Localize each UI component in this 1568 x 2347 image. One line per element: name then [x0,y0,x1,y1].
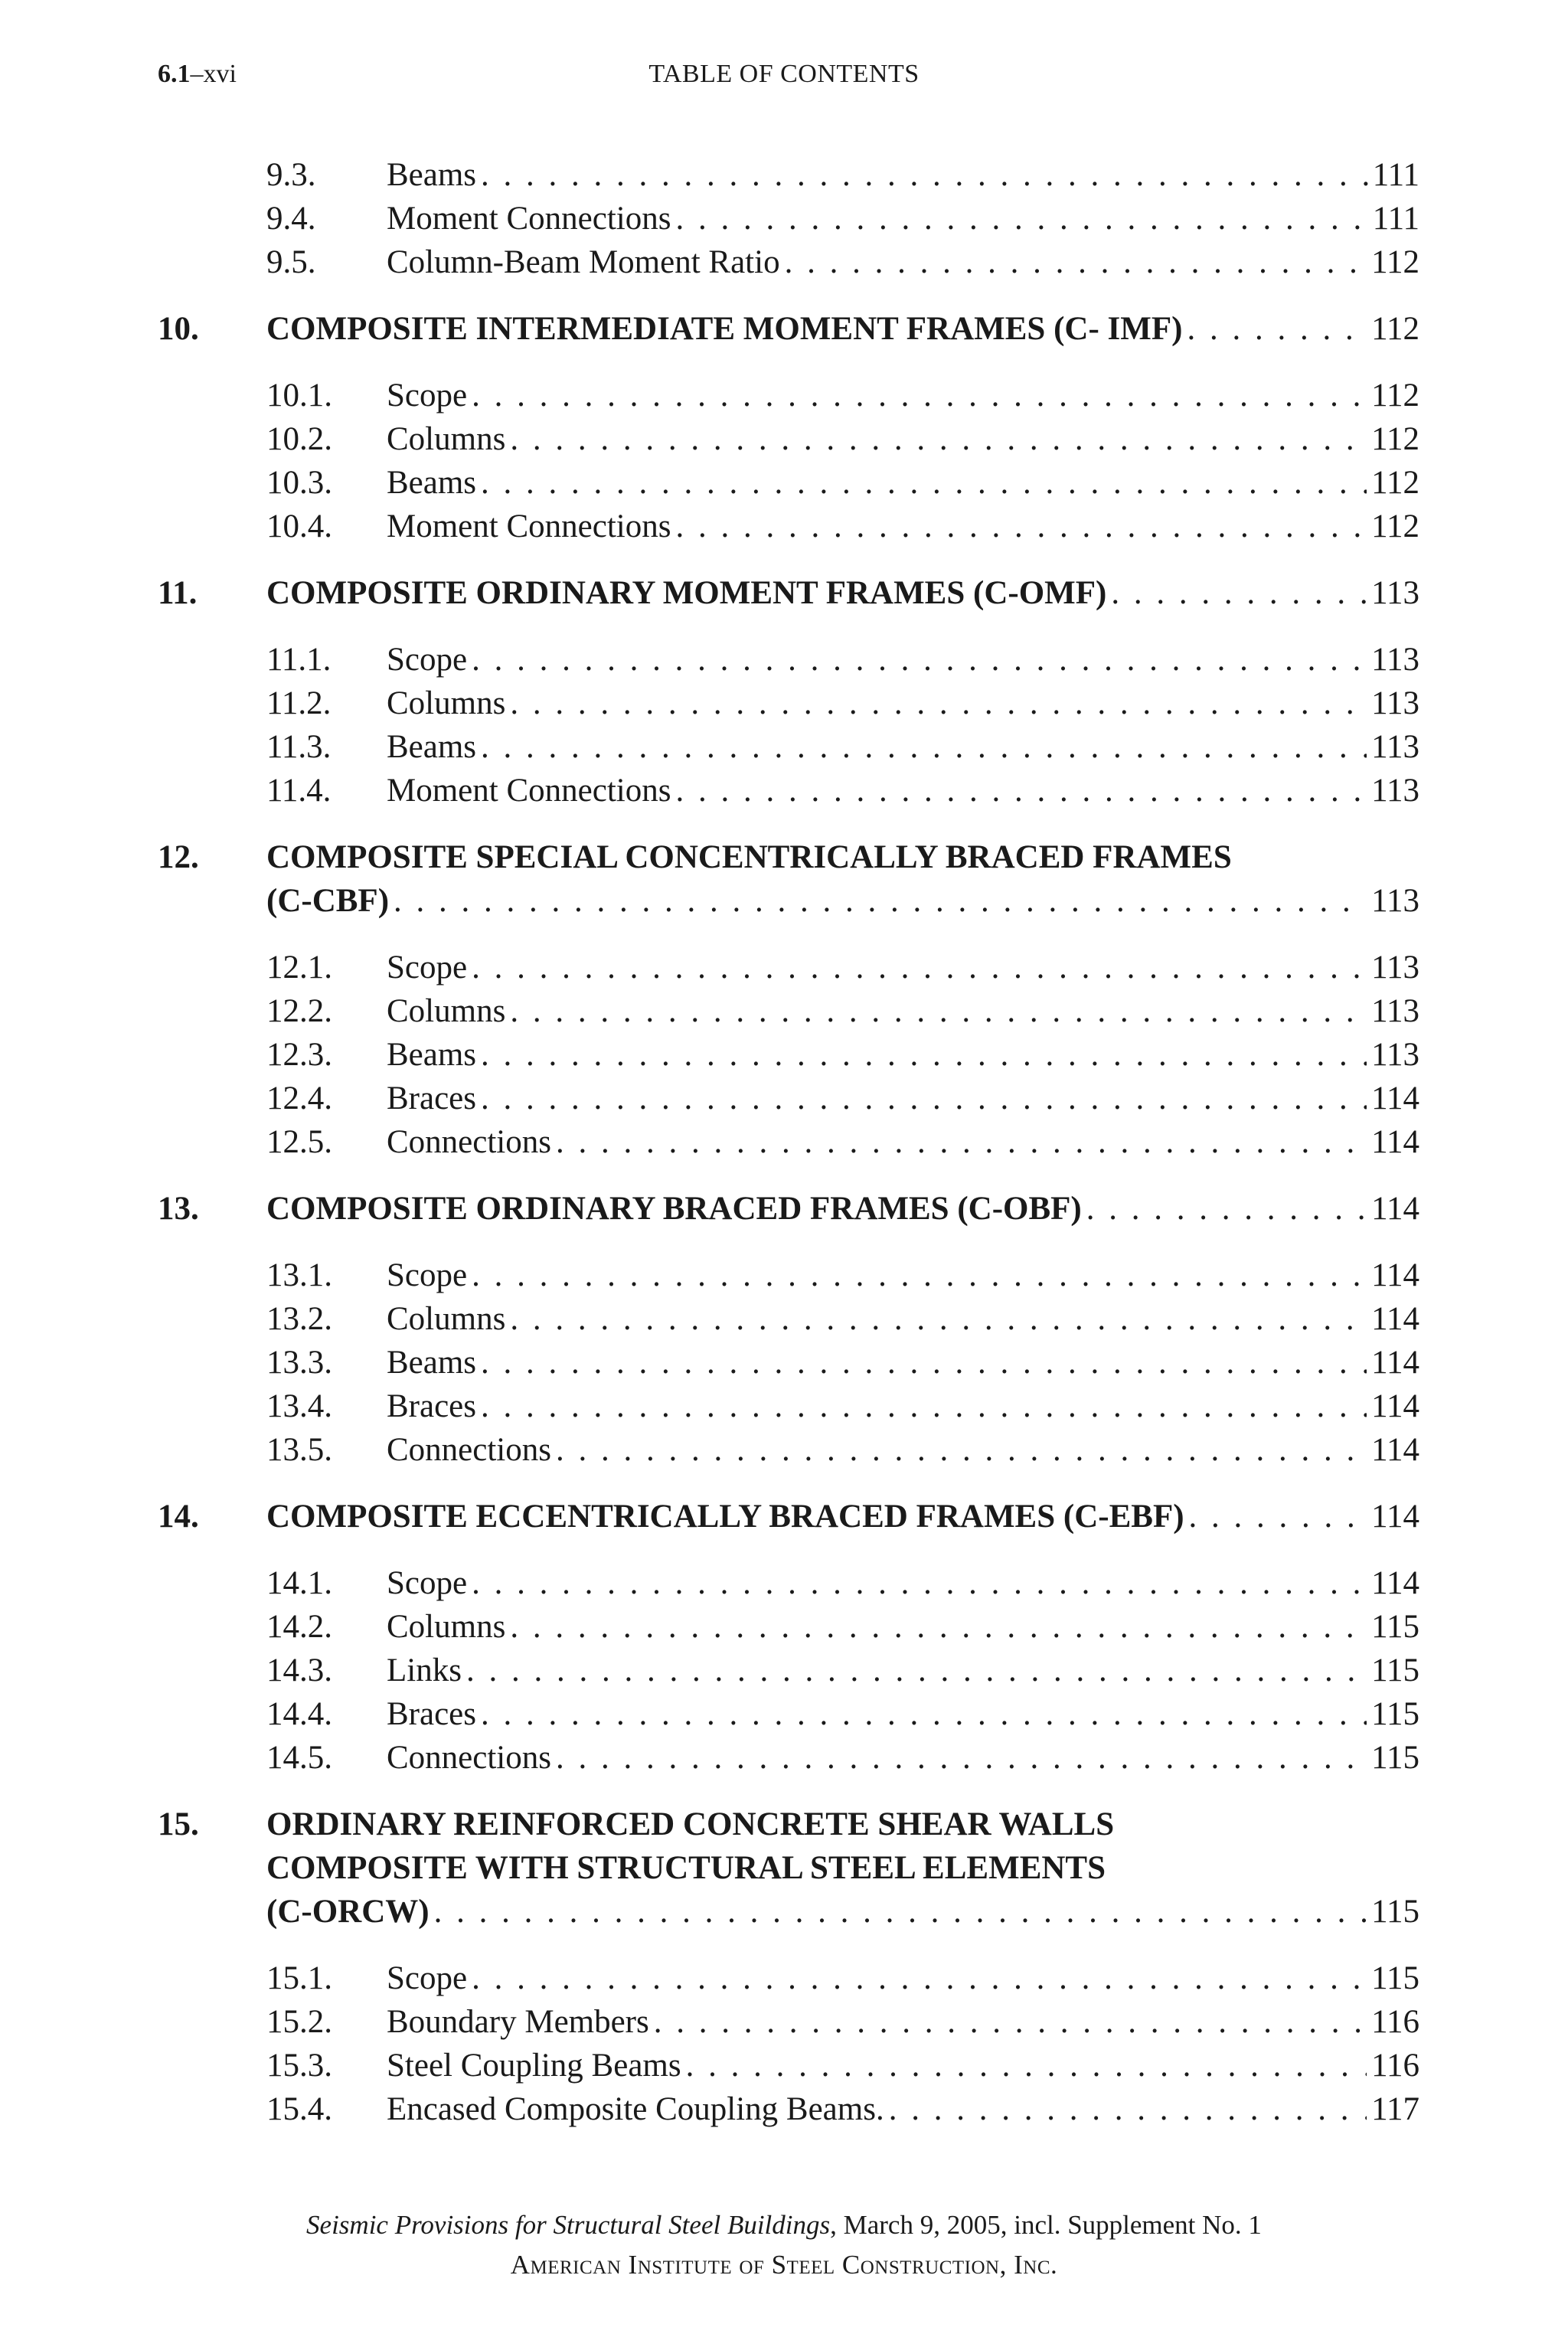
section-title-block [266,1187,1419,1231]
subsection-number: 14.4. [266,1696,332,1732]
toc-subsection-entry[interactable] [158,240,1419,284]
toc-subsection-entry[interactable] [158,1649,1419,1692]
subsection-page-number: 111 [1372,157,1419,193]
subsection-title: Boundary Members [387,2004,649,2040]
subsection-leader [387,1033,1419,1077]
subsection-number: 10.2. [266,421,332,457]
subsection-number: 14.5. [266,1740,332,1776]
subsection-title: Connections [387,1124,551,1160]
subsection-leader [387,1341,1419,1384]
section-title-line: COMPOSITE WITH STRUCTURAL STEEL ELEMENTS [266,1850,1106,1886]
subsection-page-number: 113 [1371,950,1419,986]
page-number-bold: 6.1 [158,60,191,88]
subsection-page-number: 116 [1371,2048,1419,2084]
section-title-line: (C-CBF) [266,883,390,919]
subsection-leader [387,153,1419,197]
subsection-number: 14.2. [266,1609,332,1645]
subsection-leader [387,725,1419,769]
dot-leader [472,638,1367,682]
section-leader [266,307,1419,351]
subsection-page-number: 111 [1372,201,1419,237]
subsection-list [158,946,1419,1164]
dot-leader [556,1736,1367,1780]
subsection-number: 11.1. [266,642,332,678]
toc-section [158,1187,1419,1472]
subsection-number: 9.4. [266,201,316,237]
subsection-leader [387,2044,1419,2087]
footer-book-title: Seismic Provisions for Structural Steel Buildings [306,2210,831,2240]
section-title-block [266,1803,1419,1933]
dot-leader [434,1890,1367,1933]
subsection-number: 12.4. [266,1080,332,1116]
subsection-page-number: 115 [1371,1740,1419,1776]
subsection-page-number: 114 [1371,1388,1419,1424]
subsection-leader [387,1736,1419,1780]
subsection-page-number: 113 [1371,642,1419,678]
section-title-line: (C-ORCW) [266,1894,430,1930]
subsection-leader [387,1077,1419,1120]
subsection-number: 11.3. [266,729,332,765]
toc-subsection-entry[interactable] [158,1120,1419,1164]
subsection-leader [387,1561,1419,1605]
subsection-title: Encased Composite Coupling Beams. [387,2091,884,2127]
toc-subsection-entry[interactable] [158,2000,1419,2044]
subsection-leader [387,461,1419,505]
subsection-page-number: 115 [1371,1609,1419,1645]
page-number-rest: –xvi [190,60,237,88]
subsection-page-number: 114 [1371,1565,1419,1601]
subsection-leader [387,682,1419,725]
subsection-title: Columns [387,421,506,457]
subsection-number: 10.3. [266,465,332,501]
dot-leader [556,1428,1367,1472]
subsection-leader [387,946,1419,989]
dot-leader [481,461,1367,505]
section-page-number: 113 [1371,883,1419,919]
subsection-page-number: 113 [1371,993,1419,1029]
subsection-number: 15.2. [266,2004,332,2040]
subsection-title: Braces [387,1388,476,1424]
dot-leader [1189,1495,1367,1538]
subsection-page-number: 113 [1371,729,1419,765]
toc-subsection-entry[interactable] [158,417,1419,461]
toc-section [158,571,1419,812]
subsection-title: Scope [387,1257,468,1293]
section-title-line: ORDINARY REINFORCED CONCRETE SHEAR WALLS [266,1806,1115,1842]
subsection-number: 10.4. [266,508,332,544]
toc-subsection-entry[interactable] [158,2087,1419,2131]
toc-subsection-entry[interactable] [158,1384,1419,1428]
subsection-title: Connections [387,1432,551,1468]
toc-section [158,307,1419,548]
toc-subsection-entry[interactable] [158,461,1419,505]
subsection-title: Beams [387,1037,477,1073]
subsection-title: Beams [387,729,477,765]
toc-subsection-entry[interactable] [158,1254,1419,1297]
subsection-leader [387,638,1419,682]
subsection-number: 13.4. [266,1388,332,1424]
section-number: 13. [158,1191,199,1227]
subsection-page-number: 114 [1371,1124,1419,1160]
dot-leader [675,505,1367,548]
subsection-number: 12.3. [266,1037,332,1073]
dot-leader [1086,1187,1367,1231]
subsection-page-number: 112 [1371,378,1419,414]
dot-leader [510,1297,1367,1341]
subsection-leader [387,374,1419,417]
subsection-page-number: 114 [1371,1432,1419,1468]
toc-subsection-entry[interactable] [158,505,1419,548]
subsection-title: Column-Beam Moment Ratio [387,244,780,280]
toc-subsection-entry[interactable] [158,682,1419,725]
toc-subsection-entry[interactable] [158,946,1419,989]
table-of-contents [158,153,1419,2154]
section-page-number: 115 [1371,1894,1419,1930]
section-title-line: COMPOSITE INTERMEDIATE MOMENT FRAMES (C- IMF) [266,311,1183,347]
subsection-number: 12.2. [266,993,332,1029]
subsection-title: Beams [387,1345,477,1381]
subsection-title: Columns [387,993,506,1029]
toc-subsection-entry[interactable] [158,1428,1419,1472]
section-leader [266,879,1419,923]
dot-leader [654,2000,1367,2044]
subsection-leader [387,769,1419,812]
subsection-title: Moment Connections [387,201,671,237]
subsection-page-number: 114 [1371,1257,1419,1293]
section-page-number: 113 [1371,575,1419,611]
subsection-page-number: 113 [1371,1037,1419,1073]
section-page-number: 112 [1371,311,1419,347]
footer-citation [0,2205,1568,2245]
toc-subsection-entry[interactable] [158,1033,1419,1077]
dot-leader [686,2044,1367,2087]
dot-leader [481,1033,1367,1077]
leading-subsection-list [158,153,1419,284]
subsection-number: 9.5. [266,244,316,280]
dot-leader [472,1254,1367,1297]
subsection-page-number: 113 [1371,685,1419,721]
dot-leader [472,374,1367,417]
section-number: 12. [158,839,199,875]
subsection-title: Columns [387,1609,506,1645]
subsection-title: Moment Connections [387,773,671,809]
subsection-number: 13.1. [266,1257,332,1293]
toc-subsection-entry[interactable] [158,1077,1419,1120]
subsection-leader [387,1428,1419,1472]
dot-leader [1187,307,1367,351]
subsection-title: Scope [387,950,468,986]
toc-subsection-entry[interactable] [158,197,1419,240]
toc-section [158,1495,1419,1780]
dot-leader [889,2087,1367,2131]
dot-leader [481,1341,1367,1384]
toc-subsection-entry[interactable] [158,769,1419,812]
section-title-block [266,307,1419,351]
toc-subsection-entry[interactable] [158,1736,1419,1780]
subsection-number: 15.3. [266,2048,332,2084]
subsection-page-number: 112 [1371,465,1419,501]
subsection-leader [387,1120,1419,1164]
subsection-leader [387,2000,1419,2044]
page-footer [0,2205,1568,2285]
toc-subsection-entry[interactable] [158,153,1419,197]
section-title-line: COMPOSITE SPECIAL CONCENTRICALLY BRACED FRAMES [266,839,1232,875]
subsection-page-number: 114 [1371,1301,1419,1337]
section-title-block [266,571,1419,615]
subsection-title: Scope [387,378,468,414]
section-title-line: COMPOSITE ORDINARY MOMENT FRAMES (C-OMF) [266,575,1107,611]
section-page-number: 114 [1371,1191,1419,1227]
subsection-page-number: 115 [1371,1652,1419,1688]
footer-edition: , March 9, 2005, incl. Supplement No. 1 [830,2210,1262,2240]
dot-leader [556,1120,1367,1164]
toc-subsection-entry[interactable] [158,1561,1419,1605]
toc-section-heading[interactable] [158,571,1419,615]
dot-leader [510,1605,1367,1649]
dot-leader [481,1077,1367,1120]
subsection-list [158,638,1419,812]
toc-subsection-entry[interactable] [158,374,1419,417]
subsection-leader [387,1254,1419,1297]
subsection-title: Beams [387,465,477,501]
subsection-leader [387,1956,1419,2000]
subsection-page-number: 116 [1371,2004,1419,2040]
subsection-page-number: 112 [1371,421,1419,457]
subsection-leader [387,1605,1419,1649]
subsection-number: 10.1. [266,378,332,414]
subsection-page-number: 115 [1371,1960,1419,1996]
toc-subsection-entry[interactable] [158,2044,1419,2087]
subsection-title: Columns [387,685,506,721]
subsection-list [158,1956,1419,2131]
toc-section [158,1803,1419,2131]
section-number: 15. [158,1806,199,1842]
section-title-block [266,835,1419,923]
subsection-page-number: 114 [1371,1345,1419,1381]
subsection-number: 13.2. [266,1301,332,1337]
subsection-leader [387,2087,1419,2131]
subsection-list [158,1254,1419,1472]
subsection-number: 13.5. [266,1432,332,1468]
subsection-page-number: 112 [1371,244,1419,280]
section-title-line: COMPOSITE ECCENTRICALLY BRACED FRAMES (C-EBF) [266,1499,1184,1535]
section-leader [266,1495,1419,1538]
subsection-title: Braces [387,1080,476,1116]
subsection-list [158,1561,1419,1780]
subsection-leader [387,417,1419,461]
subsection-page-number: 114 [1371,1080,1419,1116]
subsection-page-number: 112 [1371,508,1419,544]
subsection-title: Links [387,1652,462,1688]
section-title-line: COMPOSITE ORDINARY BRACED FRAMES (C-OBF) [266,1191,1082,1227]
subsection-leader [387,1649,1419,1692]
page-header [0,60,1568,103]
subsection-number: 12.5. [266,1124,332,1160]
dot-leader [481,725,1367,769]
dot-leader [785,240,1367,284]
toc-subsection-entry[interactable] [158,989,1419,1033]
footer-publisher: American Institute of Steel Construction, Inc. [510,2250,1058,2280]
dot-leader [675,197,1367,240]
toc-section-heading[interactable] [158,835,1419,923]
subsection-number: 14.1. [266,1565,332,1601]
dot-leader [1111,571,1367,615]
toc-subsection-entry[interactable] [158,1692,1419,1736]
dot-leader [510,682,1367,725]
section-leader [266,1890,1419,1933]
toc-section-heading[interactable] [158,1187,1419,1231]
subsection-title: Columns [387,1301,506,1337]
dot-leader [394,879,1367,923]
subsection-number: 12.1. [266,950,332,986]
subsection-title: Connections [387,1740,551,1776]
subsection-number: 9.3. [266,157,316,193]
toc-section-heading[interactable] [158,1803,1419,1933]
subsection-leader [387,1692,1419,1736]
subsection-leader [387,240,1419,284]
dot-leader [510,417,1367,461]
subsection-leader [387,989,1419,1033]
dot-leader [481,1384,1367,1428]
subsection-leader [387,1297,1419,1341]
section-leader [266,1187,1419,1231]
dot-leader [675,769,1367,812]
subsection-title: Beams [387,157,477,193]
section-number: 14. [158,1499,199,1535]
running-title: TABLE OF CONTENTS [648,60,920,88]
subsection-title: Scope [387,1960,468,1996]
subsection-number: 11.2. [266,685,332,721]
section-number: 11. [158,575,198,611]
section-page-number: 114 [1371,1499,1419,1535]
subsection-page-number: 113 [1371,773,1419,809]
subsection-title: Scope [387,1565,468,1601]
dot-leader [472,1956,1367,2000]
dot-leader [481,153,1368,197]
toc-section-heading[interactable] [158,1495,1419,1538]
section-title-block [266,1495,1419,1538]
dot-leader [466,1649,1367,1692]
section-leader [266,571,1419,615]
subsection-page-number: 117 [1371,2091,1419,2127]
toc-subsection-entry[interactable] [158,1297,1419,1341]
toc-section [158,835,1419,1164]
subsection-number: 11.4. [266,773,332,809]
subsection-leader [387,197,1419,240]
subsection-number: 13.3. [266,1345,332,1381]
dot-leader [510,989,1367,1033]
subsection-leader [387,1384,1419,1428]
subsection-title: Moment Connections [387,508,671,544]
subsection-page-number: 115 [1371,1696,1419,1732]
toc-subsection-entry[interactable] [158,638,1419,682]
subsection-title: Braces [387,1696,476,1732]
dot-leader [472,1561,1367,1605]
section-number: 10. [158,311,199,347]
dot-leader [481,1692,1367,1736]
subsection-title: Scope [387,642,468,678]
toc-subsection-entry[interactable] [158,1341,1419,1384]
toc-subsection-entry[interactable] [158,725,1419,769]
toc-subsection-entry[interactable] [158,1956,1419,2000]
subsection-number: 15.1. [266,1960,332,1996]
toc-subsection-entry[interactable] [158,1605,1419,1649]
dot-leader [472,946,1367,989]
subsection-number: 14.3. [266,1652,332,1688]
subsection-leader [387,505,1419,548]
subsection-number: 15.4. [266,2091,332,2127]
subsection-list [158,374,1419,548]
subsection-title: Steel Coupling Beams [387,2048,681,2084]
toc-section-heading[interactable] [158,307,1419,351]
